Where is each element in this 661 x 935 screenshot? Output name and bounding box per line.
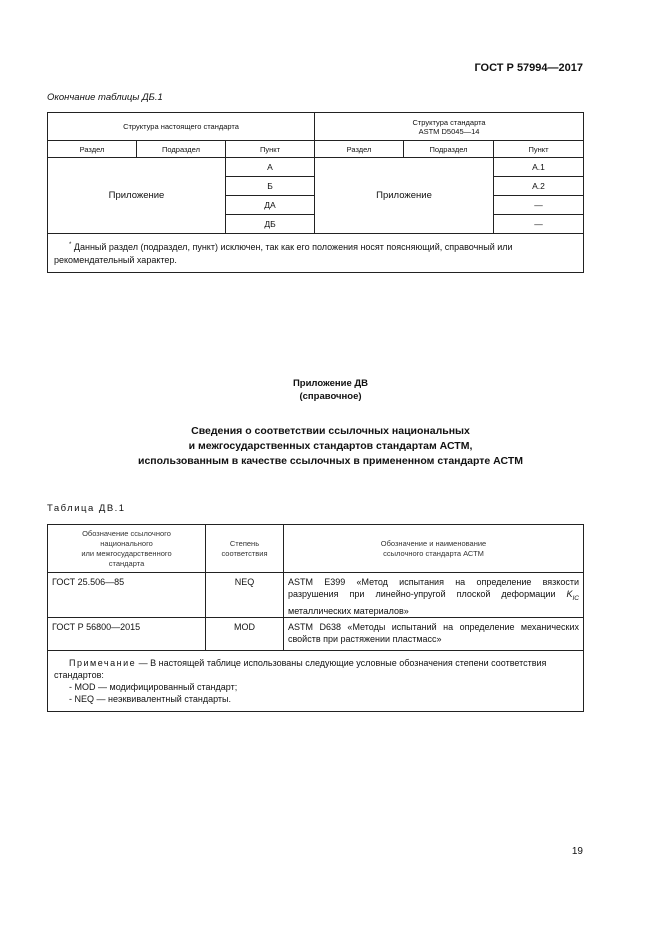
- table1-subheader: Пункт: [226, 141, 315, 158]
- header-line: соответствия: [221, 548, 268, 558]
- header-line: стандарта: [108, 558, 145, 568]
- astm-symbol: K: [566, 589, 573, 599]
- astm-text: ASTM E399 «Метод испытания на определение вязкости разрушения при линейно-упругой плоской деформации: [288, 577, 579, 599]
- table1-footnote: [48, 234, 584, 273]
- note-item: - NEQ — неэквивалентный стандарты.: [69, 693, 231, 704]
- table1-section-right: Приложение: [315, 158, 494, 234]
- table1-left-item: ДА: [226, 196, 315, 215]
- astm-text: ASTM D638 «Методы испытаний на определение механических свойств при растяжении пластмасс»: [288, 621, 579, 644]
- table1-subheader: Подраздел: [137, 141, 226, 158]
- table2: [47, 524, 584, 712]
- astm-subscript: IC: [572, 594, 579, 602]
- table-row: [48, 573, 584, 618]
- header-line: ссылочного стандарта АСТМ: [383, 548, 484, 558]
- table2-standard: ГОСТ Р 56800—2015: [48, 617, 206, 650]
- table2-standard: ГОСТ 25.506—85: [48, 573, 206, 618]
- note-label: Примечание: [69, 657, 137, 668]
- table2-note: [48, 650, 584, 711]
- table2-astm: [284, 573, 584, 618]
- table-row: [48, 617, 584, 650]
- table2-header-astm: [284, 525, 584, 573]
- page-number: 19: [571, 846, 583, 857]
- astm-text: металлических материалов»: [288, 605, 409, 616]
- table1-subheader: Подраздел: [404, 141, 494, 158]
- table2-degree: NEQ: [206, 573, 284, 618]
- footnote-text: Данный раздел (подраздел, пункт) исключен, так как его положения носят поясняющий, справочный или рекомендательный характер.: [54, 242, 513, 265]
- footnote-mark: *: [69, 242, 72, 248]
- header-line: Степень: [229, 538, 260, 548]
- table1-subheader: Раздел: [315, 141, 404, 158]
- table1-header-left: Структура настоящего стандарта: [48, 113, 315, 141]
- table1-header-right-line1: Структура стандарта: [412, 117, 486, 127]
- header-line: или межгосударственного: [81, 548, 172, 558]
- table1-right-item: А.1: [494, 158, 584, 177]
- document-code: ГОСТ Р 57994—2017: [474, 62, 583, 74]
- table1-subheader: Пункт: [494, 141, 584, 158]
- table1-header-right: [315, 113, 584, 141]
- header-line: Обозначение и наименование: [380, 538, 487, 548]
- table1-right-item: А.2: [494, 177, 584, 196]
- appendix-label: Приложение ДВ: [292, 378, 369, 389]
- header-line: национального: [100, 538, 153, 548]
- header-line: Обозначение ссылочного: [82, 528, 171, 538]
- table1-left-item: ДБ: [226, 215, 315, 234]
- note-item: - MOD — модифицированный стандарт;: [69, 681, 238, 692]
- table2-astm: [284, 617, 584, 650]
- table1-right-item: —: [494, 215, 584, 234]
- table1-subheader: Раздел: [48, 141, 137, 158]
- appendix-kind: (справочное): [299, 391, 362, 402]
- appendix-title: [0, 424, 661, 469]
- table2-header-degree: [206, 525, 284, 573]
- table1-caption: Окончание таблицы ДБ.1: [47, 92, 163, 103]
- note-text: — В настоящей таблице использованы следующие условные обозначения степени соответствия стандартов:: [54, 657, 547, 680]
- table1-section-left: Приложение: [48, 158, 226, 234]
- appendix-title-line: Сведения о соответствии ссылочных национальных: [191, 425, 470, 437]
- table1-left-item: А: [226, 158, 315, 177]
- table2-degree: MOD: [206, 617, 284, 650]
- table1: [47, 112, 584, 273]
- appendix-title-line: использованным в качестве ссылочных в примененном стандарте АСТМ: [138, 455, 523, 467]
- table1-header-right-line2: ASTM D5045—14: [418, 126, 480, 136]
- table1-left-item: Б: [226, 177, 315, 196]
- table2-caption: Таблица ДВ.1: [47, 503, 126, 514]
- appendix-title-line: и межгосударственных стандартов стандартам АСТМ,: [188, 440, 473, 452]
- table2-header-standard: [48, 525, 206, 573]
- table1-right-item: —: [494, 196, 584, 215]
